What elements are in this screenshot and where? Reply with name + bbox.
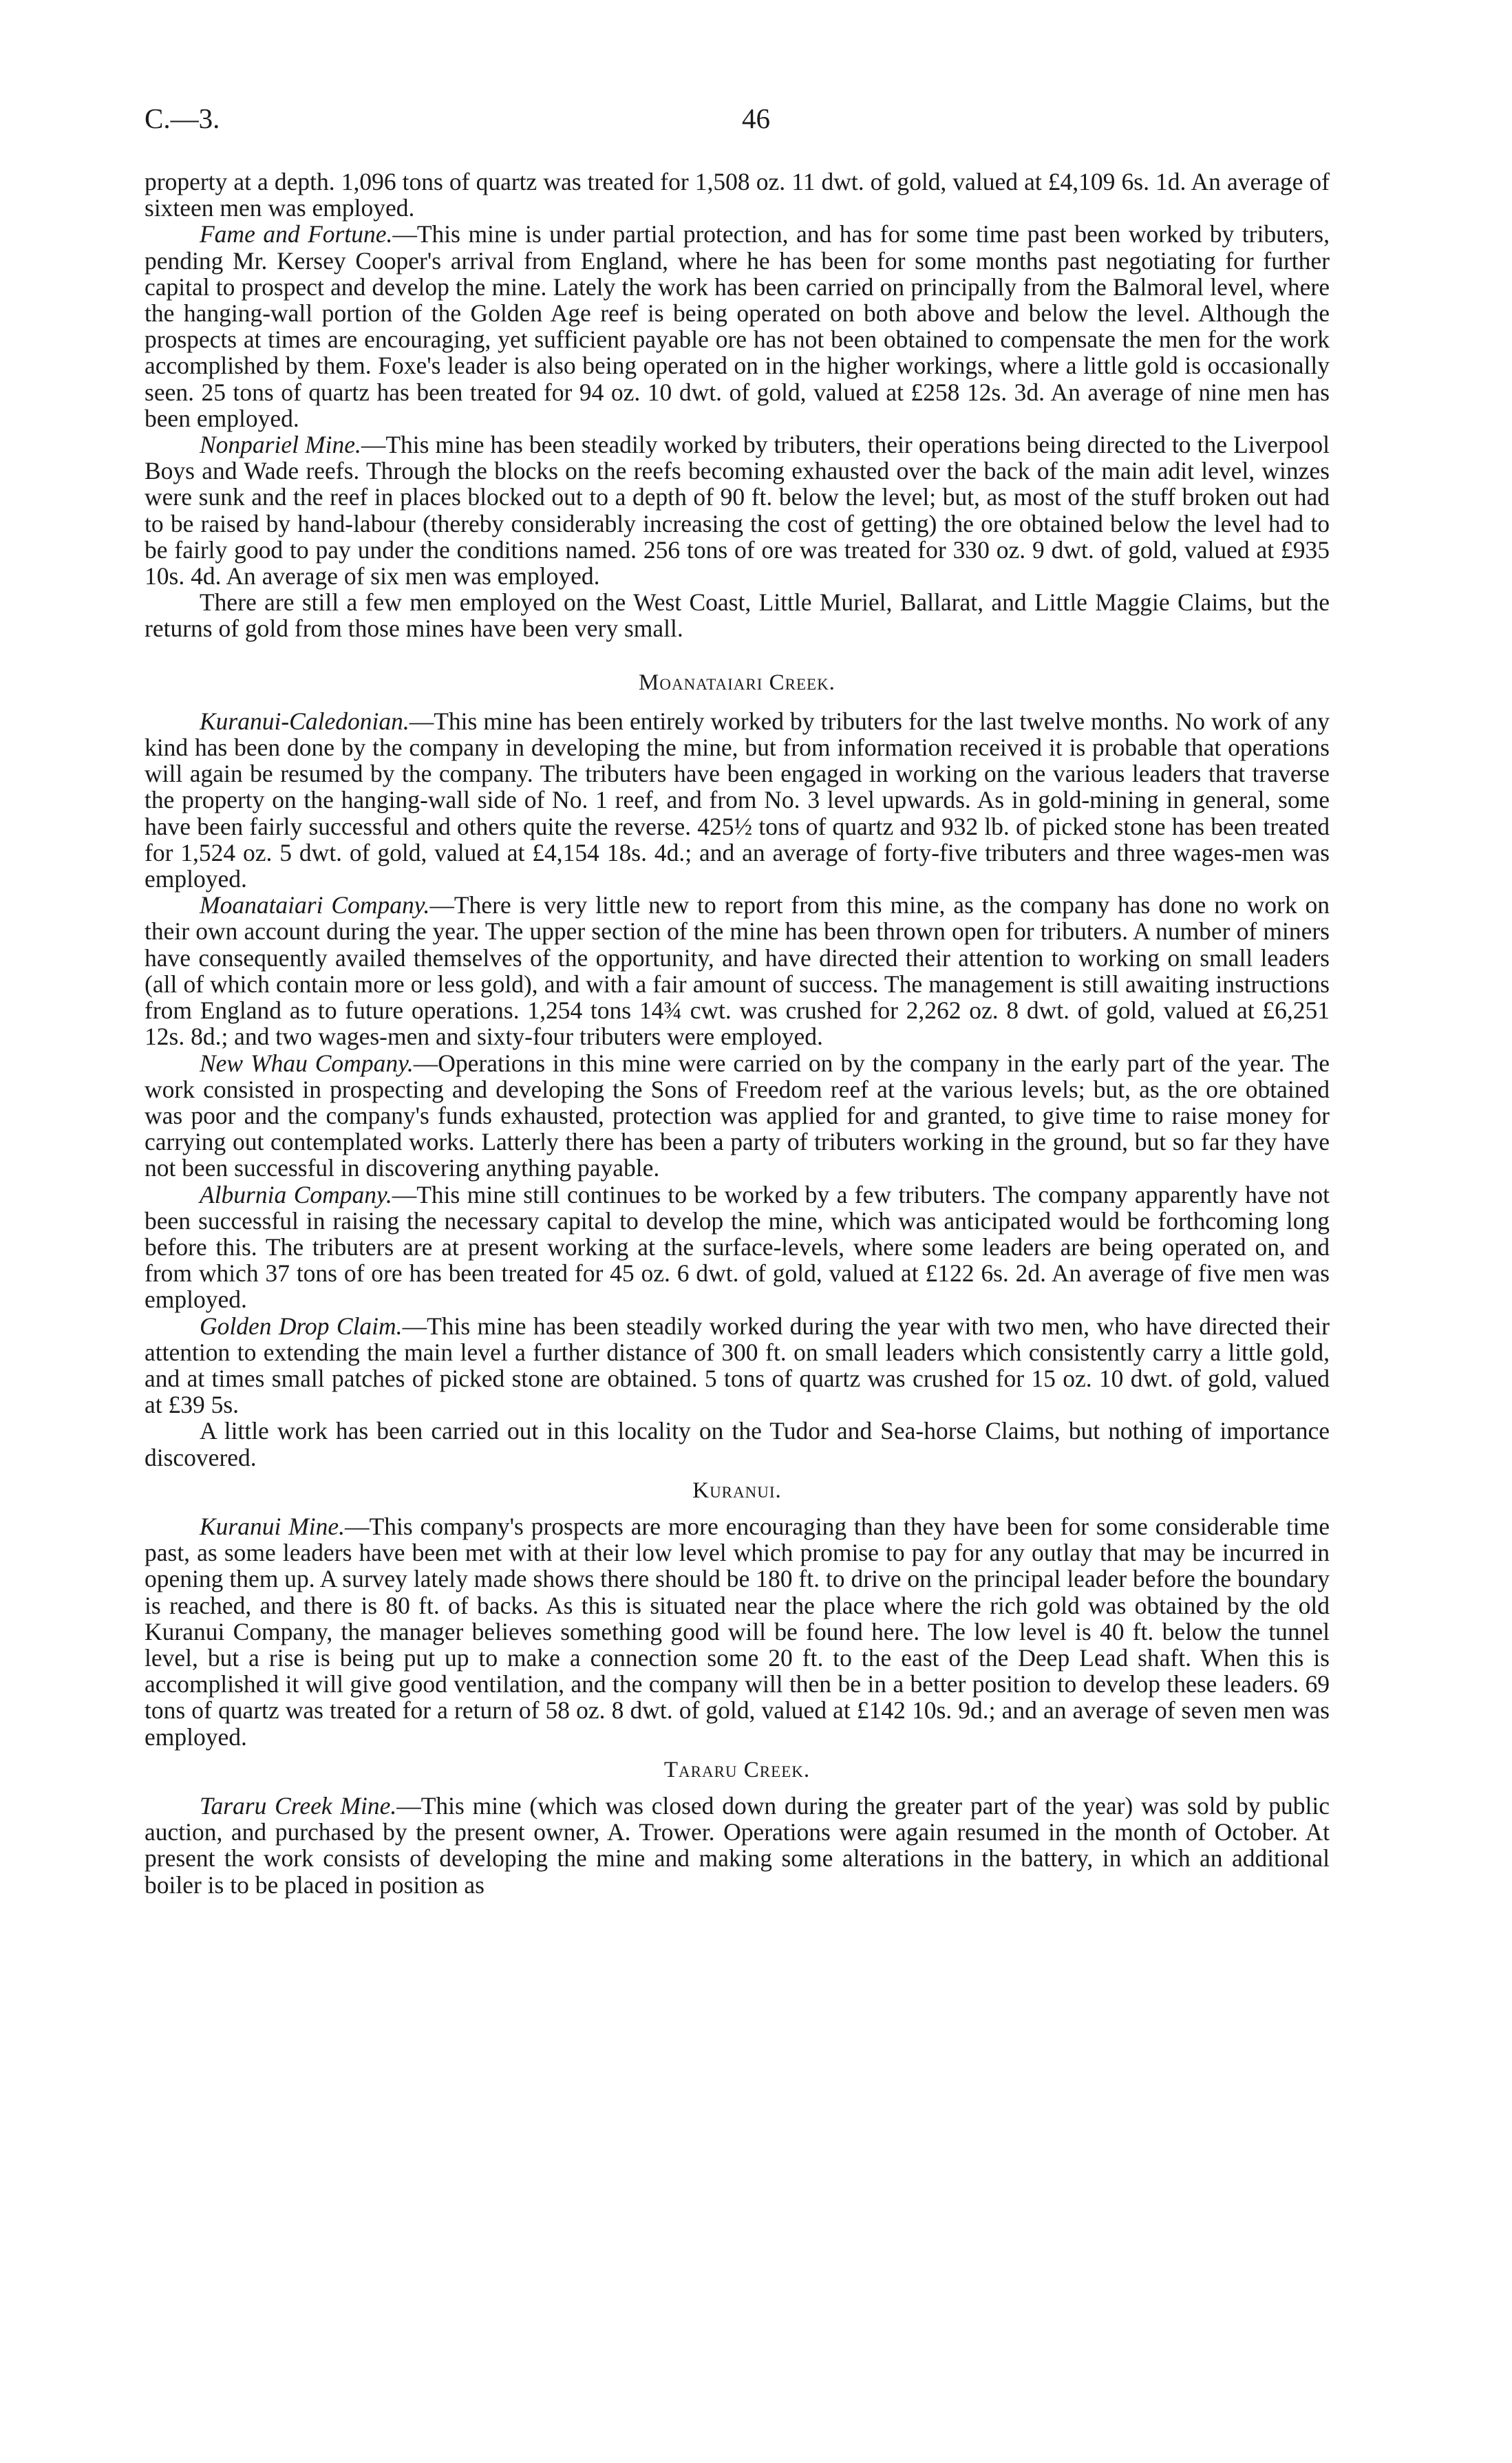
page-header — [145, 102, 1367, 143]
paragraph — [145, 1513, 1330, 1750]
mine-name: Nonpariel Mine. — [200, 431, 361, 459]
section-heading: Tararu Creek. — [663, 1757, 811, 1782]
paragraph — [145, 589, 1330, 641]
paragraph — [145, 169, 1330, 221]
paragraph — [145, 431, 1330, 589]
document-reference: C.—3. — [145, 103, 220, 134]
paragraph — [145, 892, 1330, 1049]
mine-name: Alburnia Company. — [200, 1180, 392, 1208]
mine-name: Tararu Creek Mine. — [200, 1791, 397, 1820]
paragraph — [145, 1050, 1330, 1182]
section-heading: Kuranui. — [692, 1478, 782, 1503]
section-heading: Moanataiari Creek. — [639, 670, 835, 695]
document-body — [145, 169, 1330, 1898]
paragraph-text: —This mine still continues to be worked by a few tributers. The company apparently have not been successful in raising the necessary capital to develop the mine, which was anticipated would be forthcoming long before this. The tributers are at present working at the surface-levels, where some leaders are being operated on, and from which 37 tons of ore has been treated for 45 oz. 6 dwt. of gold, valued at £122 6s. 2d. An average of five men was employed. — [145, 1180, 1330, 1314]
paragraph — [145, 221, 1330, 431]
paragraph-text: —This mine has been entirely worked by tributers for the last twelve months. No work of any kind has been done by the company in developing the mine, but from information received it is probable that operations will again be resumed by the company. The tributers have been engaged in working on the various leaders that traverse the property on the hanging-wall side of No. 1 reef, and from No. 3 level upwards. As in gold-mining in general, some have been fairly successful and others quite the reverse. 425½ tons of quartz and 932 lb. of picked stone has been treated for 1,524 oz. 5 dwt. of gold, valued at £4,154 18s. 4d.; and an average of forty-five tributers and three wages-men was employed. — [145, 707, 1330, 893]
paragraph — [145, 1182, 1330, 1313]
paragraph-text: There are still a few men employed on the West Coast, Little Muriel, Ballarat, and Little Maggie Claims, but the returns of gold from those mines have been very small. — [145, 588, 1330, 643]
mine-name: Golden Drop Claim. — [200, 1312, 403, 1340]
paragraph-text: —Operations in this mine were carried on by the company in the early part of the year. The work consisted in prospecting and developing the Sons of Freedom reef at the various levels; but, as the ore obtained was poor and the company's funds exhausted, protection was applied for and granted, to give time to raise money for carrying out contemplated works. Latterly there has been a party of tributers working in the ground, but so far they have not been successful in discovering anything payable. — [145, 1049, 1330, 1182]
mine-name: Kuranui Mine. — [200, 1512, 345, 1540]
mine-name: New Whau Company. — [200, 1049, 414, 1077]
paragraph-text: —This mine has been steadily worked during the year with two men, who have directed their attention to extending the main level a further distance of 300 ft. on small leaders which consistently carry a little gold, and at times small patches of picked stone are obtained. 5 tons of quartz was crushed for 15 oz. 10 dwt. of gold, valued at £39 5s. — [145, 1312, 1330, 1419]
paragraph — [145, 708, 1330, 892]
paragraph-text: —This company's prospects are more encouraging than they have been for some considerable time past, as some leaders have been met with at their low level which promise to pay for any outlay that may be incurred in opening them up. A survey lately made shows there should be 180 ft. to drive on the principal leader before the boundary is reached, and there is 80 ft. of backs. As this is situated near the place where the rich gold was obtained by the old Kuranui Company, the manager believes something good will be found here. The low level is 40 ft. below the tunnel level, but a rise is being put up to make a connection some 20 ft. to the east of the Deep Lead shaft. When this is accomplished it will give good ventilation, and the company will then be in a better position to develop these leaders. 69 tons of quartz was treated for a return of 58 oz. 8 dwt. of gold, valued at £142 10s. 9d.; and an average of seven men was employed. — [145, 1512, 1330, 1751]
mine-name: Fame and Fortune. — [200, 220, 393, 248]
paragraph-text: property at a depth. 1,096 tons of quartz was treated for 1,508 oz. 11 dwt. of gold, valued at £4,109 6s. 1d. An average of sixteen men was employed. — [145, 168, 1330, 222]
page-number: 46 — [742, 103, 770, 134]
mine-name: Kuranui-Caledonian. — [200, 707, 409, 735]
paragraph-text: A little work has been carried out in this locality on the Tudor and Sea-horse Claims, but nothing of importance discovered. — [145, 1417, 1330, 1471]
paragraph — [145, 1418, 1330, 1470]
paragraph — [145, 1313, 1330, 1418]
paragraph-text: —There is very little new to report from this mine, as the company has done no work on their own account during the year. The upper section of the mine has been thrown open for tributers. A number of miners have consequently availed themselves of the opportunity, and have directed their attention to working on small leaders (all of which contain more or less gold), and with a fair amount of success. The management is still awaiting instructions from England as to future operations. 1,254 tons 14¾ cwt. was crushed for 2,262 oz. 8 dwt. of gold, valued at £6,251 12s. 8d.; and two wages-men and sixty-four tributers were employed. — [145, 891, 1330, 1051]
paragraph — [145, 1793, 1330, 1898]
paragraph-text: —This mine is under partial protection, and has for some time past been worked by tributers, pending Mr. Kersey Cooper's arrival from England, where he has been for some months past negotiating for further capital to prospect and develop the mine. Lately the work has been carried on principally from the Balmoral level, where the hanging-wall portion of the Golden Age reef is being operated on both above and below the level. Although the prospects at times are encouraging, yet sufficient payable ore has not been obtained to compensate the men for the work accomplished by them. Foxe's leader is also being operated on in the higher workings, where a little gold is occasionally seen. 25 tons of quartz has been treated for 94 oz. 10 dwt. of gold, valued at £258 12s. 3d. An average of nine men has been employed. — [145, 220, 1330, 432]
mine-name: Moanataiari Company. — [200, 891, 430, 919]
paragraph-text: —This mine has been steadily worked by tributers, their operations being directed to the Liverpool Boys and Wade reefs. Through the blocks on the reefs becoming exhausted over the back of the main adit level, winzes were sunk and the reef in places blocked out to a depth of 90 ft. below the level; but, as most of the stuff broken out had to be raised by hand-labour (thereby considerably increasing the cost of getting) the ore obtained below the level had to be fairly good to pay under the conditions named. 256 tons of ore was treated for 330 oz. 9 dwt. of gold, valued at £935 10s. 4d. An average of six men was employed. — [145, 431, 1330, 590]
paragraph-text: —This mine (which was closed down during the greater part of the year) was sold by public auction, and purchased by the present owner, A. Trower. Operations were again resumed in the month of October. At present the work consists of developing the mine and making some alterations in the battery, in which an additional boiler is to be placed in position as — [145, 1791, 1330, 1899]
